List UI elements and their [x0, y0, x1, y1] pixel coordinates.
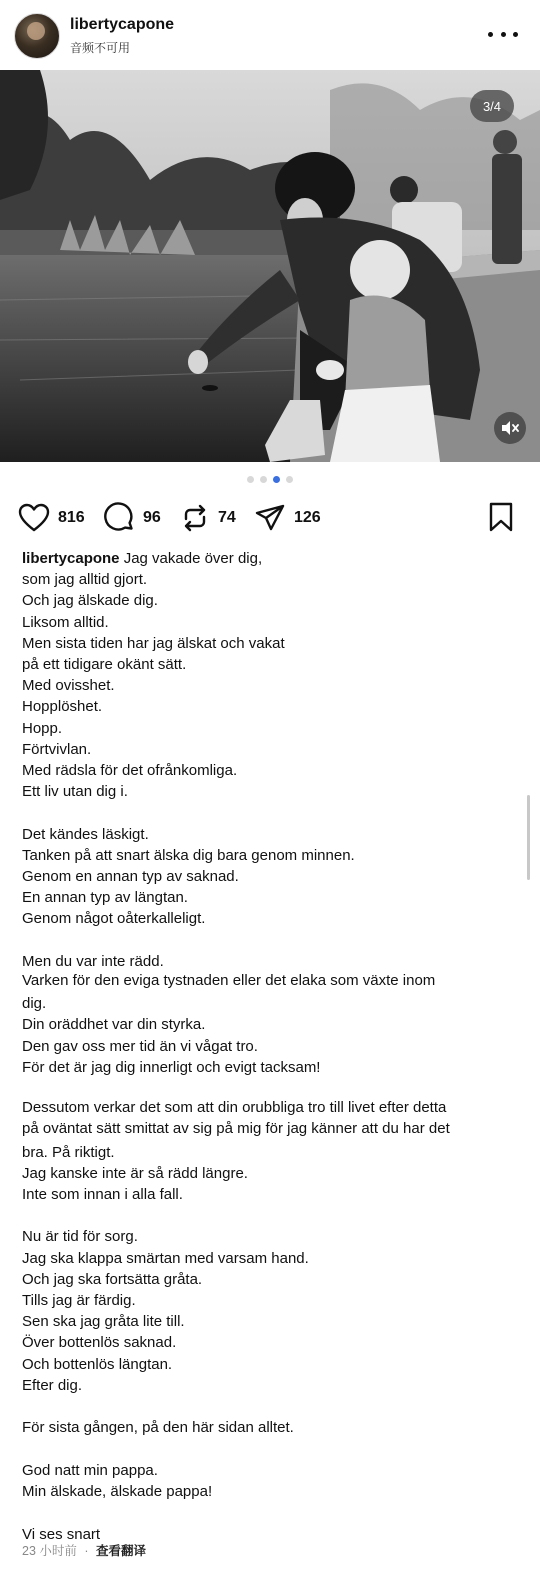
send-icon — [254, 503, 286, 533]
caption-line: Min älskade, älskade pappa! — [22, 1482, 213, 1500]
caption-line: Men sista tiden har jag älskat och vakat — [22, 634, 285, 652]
repost-icon — [180, 503, 210, 533]
caption-line: För det är jag dig innerligt och evigt tacksam! — [22, 1058, 321, 1076]
carousel-dot[interactable] — [286, 476, 293, 483]
caption-text: Jag vakade över dig, — [123, 550, 263, 567]
carousel-dot[interactable] — [260, 476, 267, 483]
avatar[interactable] — [14, 13, 60, 59]
repost-count: 74 — [218, 509, 236, 526]
caption-line: Tills jag är färdig. — [22, 1292, 136, 1309]
black-white-photo — [0, 70, 540, 462]
share-button[interactable] — [254, 498, 321, 538]
comment-button[interactable] — [103, 498, 161, 538]
bookmark-button[interactable] — [488, 502, 514, 537]
caption-line: Varken för den eviga tystnaden eller det elaka som växte inom — [22, 972, 436, 990]
more-horizontal-icon — [488, 32, 493, 37]
comment-count: 96 — [143, 509, 161, 526]
caption-line: Över bottenlös saknad. — [22, 1334, 177, 1352]
caption-line: Med ovisshet. — [22, 677, 115, 695]
caption-line: som jag alltid gjort. — [22, 571, 148, 589]
more-dot — [501, 32, 506, 37]
caption-line: dig. — [22, 995, 47, 1013]
caption-line: Och bottenlös längtan. — [22, 1355, 173, 1373]
caption-blank-line — [22, 1205, 522, 1226]
image-counter: 3/4 — [470, 90, 514, 122]
comment-bubble-icon — [103, 502, 135, 534]
caption-blank-line — [22, 1438, 522, 1459]
carousel-indicator — [0, 476, 540, 486]
more-dot — [513, 32, 518, 37]
caption-line: Förtvivlan. — [22, 740, 92, 758]
post-header — [0, 0, 540, 70]
mute-button[interactable] — [494, 412, 526, 444]
caption-body — [22, 569, 522, 1545]
more-options-button[interactable] — [488, 22, 518, 46]
caption-blank-line — [22, 1502, 522, 1523]
caption-line: Tanken på att snart älska dig bara genom minnen. — [22, 846, 355, 864]
caption-line: Inte som innan i alla fall. — [22, 1186, 183, 1203]
caption-line: bra. På riktigt. — [22, 1143, 115, 1161]
speaker-muted-icon — [501, 420, 519, 436]
caption-line: Liksom alltid. — [22, 613, 109, 631]
caption-line: God natt min pappa. — [22, 1461, 158, 1479]
post-footer — [22, 1541, 146, 1559]
carousel-dot[interactable] — [247, 476, 254, 483]
username[interactable]: libertycapone — [70, 16, 175, 33]
caption-line: Efter dig. — [22, 1376, 83, 1394]
caption-line: Dessutom verkar det som att din orubbliga tro till livet efter detta — [22, 1099, 447, 1117]
bookmark-icon — [488, 502, 514, 532]
post-time: 23 小时前 — [22, 1544, 77, 1558]
translate-link[interactable]: 查看翻译 — [96, 1544, 147, 1558]
caption-line: Med rädsla för det ofrånkomliga. — [22, 762, 238, 780]
heart-icon — [18, 503, 50, 533]
caption-line: Hopplöshet. — [22, 698, 103, 716]
caption-blank-line — [22, 802, 522, 823]
caption-line: Vi ses snart — [22, 1526, 101, 1544]
caption-line: Sen ska jag gråta lite till. — [22, 1313, 185, 1331]
caption-blank-line — [22, 1396, 522, 1417]
caption-line: Genom något oåterkalleligt. — [22, 910, 206, 928]
caption-author[interactable]: libertycapone — [22, 550, 120, 567]
action-bar — [0, 498, 540, 538]
like-button[interactable] — [18, 498, 85, 538]
caption-line: Din oräddhet var din styrka. — [22, 1016, 206, 1034]
caption-line: Genom en annan typ av saknad. — [22, 868, 239, 886]
caption-line: Jag ska klappa smärtan med varsam hand. — [22, 1249, 309, 1267]
like-count: 816 — [58, 509, 85, 526]
repost-button[interactable] — [180, 498, 236, 538]
caption-line: Och jag älskade dig. — [22, 592, 158, 610]
caption-line: Jag kanske inte är så rädd längre. — [22, 1164, 248, 1182]
caption-line: på ett tidigare okänt sätt. — [22, 656, 187, 674]
separator: · — [84, 1544, 89, 1558]
audio-status: 音频不可用 — [70, 41, 131, 55]
post-photo[interactable] — [0, 70, 540, 462]
share-count: 126 — [294, 509, 321, 526]
caption-first-line — [22, 548, 522, 569]
caption-line: Hopp. — [22, 719, 63, 737]
caption-line: Den gav oss mer tid än vi vågat tro. — [22, 1037, 258, 1055]
caption-line: Ett liv utan dig i. — [22, 783, 128, 801]
scrollbar[interactable] — [527, 795, 530, 880]
caption-line: Nu är tid för sorg. — [22, 1228, 138, 1246]
caption-blank-line — [22, 1078, 522, 1099]
caption-blank-line — [22, 930, 522, 951]
caption-line: på oväntat sätt smittat av sig på mig för jag känner att du har det — [22, 1120, 450, 1138]
carousel-dot-active[interactable] — [273, 476, 280, 483]
caption-line: Och jag ska fortsätta gråta. — [22, 1270, 203, 1288]
caption-line: En annan typ av längtan. — [22, 889, 188, 907]
caption-line: Det kändes läskigt. — [22, 825, 149, 843]
caption-line: För sista gången, på den här sidan alltet. — [22, 1419, 294, 1437]
caption-line: Men du var inte rädd. — [22, 952, 164, 970]
post-caption — [22, 548, 522, 1545]
